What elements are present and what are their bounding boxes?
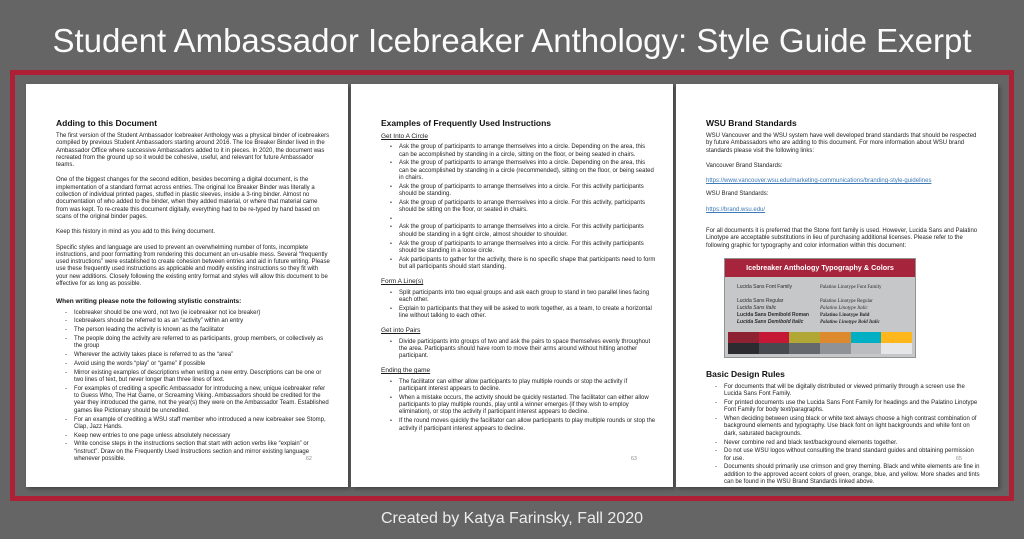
list-item: - The person leading the activity is known as the facilitator — [74, 327, 331, 334]
color-swatch — [820, 332, 851, 343]
page1-paragraph: The first version of the Student Ambassador Icebreaker Anthology was a physical binder of icebreakers compiled by previous Student Ambassadors starting around 2016. The Ice Breaker Binder lived in the Ambassador Office where successive Ambassadors added to it in pieces. In 2020, the document was recreated from the ground up so it would be cohesive, useful, and relevant for future Ambassador teams. — [56, 133, 330, 169]
section-title-form-a-lines: Form A Line(s) — [381, 278, 424, 286]
page-frequently-used-instructions — [351, 84, 673, 487]
list-item: • Ask the group of participants to arrange themselves into a circle. For this activity participants should be standing. — [399, 184, 656, 199]
page-adding-to-document — [26, 84, 348, 487]
typography-graphic-body — [725, 277, 915, 357]
list-item: - For documents that will be digitally distributed or viewed primarily through a screen use the Lucida Sans Font Family. — [724, 384, 981, 399]
list-item: - The people doing the activity are referred to as participants, group members, or collectively as the group — [74, 336, 331, 351]
lucida-sans-column — [737, 284, 820, 326]
vancouver-brand-standards-link[interactable]: https://www.vancouver.wsu.edu/marketing-communications/branding-style-guidelines — [706, 178, 932, 185]
typography-graphic-header: Icebreaker Anthology Typography & Colors — [725, 259, 915, 277]
list-item: - Icebreaker should be one word, not two (ie icebreaker not ice breaker) — [74, 310, 331, 317]
form-a-lines-list — [381, 290, 656, 321]
typography-colors-graphic — [724, 258, 916, 358]
accent-color-swatches — [728, 332, 912, 343]
font-sample: Lucida Sans Italic — [737, 304, 777, 311]
color-swatch — [728, 343, 759, 354]
font-sample: Palatino Linotype Bold — [820, 312, 870, 318]
page3-heading: WSU Brand Standards — [706, 118, 797, 128]
color-swatch — [881, 343, 912, 354]
list-item: - Do not use WSU logos without consulting the brand standard guides and obtaining permission for use. — [724, 448, 981, 463]
list-item: • Ask the group of participants to arrange themselves into a circle. Depending on the area, this can be accomplished by standing in a circle, sitting on the floor, or being seated in chairs. — [399, 144, 656, 159]
list-item: - For an example of crediting a WSU staff member who introduced a new icebreaker see Stomp, Clap, Jazz Hands. — [74, 417, 331, 432]
page1-paragraph: One of the biggest changes for the second edition, besides becoming a digital document, is the implementation of a standard format across entries. The original Ice Breaker Binder was literally a collection of individual printed pages, stuffed in plastic sleeves, inside a 3-ring binder. Almost no documentation of who added to the binder, when they added material, or where that material came from was kept. To re-create this document digitally, everything had to be re-typed by hand based on scans of the original binder pages. — [56, 177, 320, 220]
font-sample: Lucida Sans Demibold Italic — [737, 318, 804, 325]
get-into-pairs-list — [381, 339, 656, 361]
list-item: • Ask the group of participants to arrange themselves into a circle. For this activity, participants should be sitting on the floor, or seated in chairs. — [399, 200, 656, 215]
font-sample: Palatino Linotype Italic — [820, 305, 868, 311]
color-swatch — [759, 332, 790, 343]
section-title-get-into-pairs: Get into Pairs — [381, 327, 421, 335]
page2-heading: Examples of Frequently Used Instructions — [381, 118, 552, 128]
list-item: • The facilitator can either allow participants to play multiple rounds or stop the activity if participant interest appears to decline. — [399, 379, 656, 394]
palatino-linotype-column — [820, 284, 903, 326]
list-item: - Mirror existing examples of descriptions when writing a new entry. Descriptions can be one or two lines of text, but never longer than three lines of text. — [74, 370, 331, 385]
wsu-brand-standards-label: WSU Brand Standards: — [706, 191, 769, 198]
font-sample: Palatino Linotype Bold Italic — [820, 319, 880, 325]
list-item: - Write concise steps in the instructions section that start with action verbs like “explain” or “instruct”. Draw on the Frequently Used Instructions section and mirror existing language whenever possible. — [74, 441, 331, 463]
red-frame — [10, 70, 1014, 501]
list-item: - Avoid using the words “play” or “game” if possible — [74, 361, 331, 368]
basic-design-rules-heading: Basic Design Rules — [706, 368, 785, 379]
stylistic-constraints-list — [56, 310, 331, 464]
list-item: - When deciding between using black or white text always choose a high contrast combination of background elements and typography. Use black font on light backgrounds and white font on dark, saturated backgrounds. — [724, 416, 981, 438]
ending-the-game-list — [381, 379, 656, 433]
color-swatch — [789, 332, 820, 343]
color-swatch — [881, 332, 912, 343]
font-family-paragraph: For all documents it is preferred that the Stone font family is used. However, Lucida Sans and Palatino Linotype are acceptable substitutions in lieu of purchasing additional licenses. Please refer to the following graphic for typography and color information within this document: — [706, 228, 978, 249]
page1-heading: Adding to this Document — [56, 118, 158, 128]
page1-paragraph: Keep this history in mind as you add to this living document. — [56, 229, 216, 236]
page-number: 65 — [955, 455, 962, 462]
list-item: - Keep new entries to one page unless absolutely necessary — [74, 433, 331, 440]
basic-design-rules-list — [706, 384, 981, 486]
font-sample: Palatino Linotype Font Family — [820, 284, 882, 290]
list-item — [399, 216, 656, 223]
get-into-a-circle-list — [381, 144, 656, 271]
list-item: • If the round moves quickly the facilitator can allow participants to play multiple rounds or stop the activity if participant interest appears to decline. — [399, 418, 656, 433]
page1-subheading: When writing please note the following stylistic constraints: — [56, 298, 242, 306]
list-item: - Documents should primarily use crimson and grey theming. Black and white elements are fine in addition to the approved accent colors of green, orange, blue, and yellow. More shades and tints can be found in the WSU Brand Standards linked above. — [724, 464, 981, 486]
list-item: • Ask the group of participants to arrange themselves into a circle. For this activity participants should be standing in a tight circle, almost shoulder to shoulder. — [399, 224, 656, 239]
vancouver-brand-standards-label: Vancouver Brand Standards: — [706, 162, 783, 169]
font-sample: Lucida Sans Demibold Roman — [737, 311, 809, 318]
list-item: - Wherever the activity takes place is referred to as the “area” — [74, 352, 331, 359]
list-item: - Never combine red and black text/background elements together. — [724, 440, 981, 447]
page-number: 63 — [630, 455, 637, 462]
credit-caption: Created by Katya Farinsky, Fall 2020 — [380, 510, 644, 527]
list-item: - Icebreakers should be referred to as an “activity” within an entry — [74, 318, 331, 325]
wsu-brand-standards-link[interactable]: https://brand.wsu.edu/ — [706, 206, 766, 213]
font-sample: Lucida Sans Regular — [737, 297, 784, 304]
page3-intro: WSU Vancouver and the WSU system have well developed brand standards that should be respected by future Ambassadors who are adding to this document. For more information about WSU brand standards please visit the following links: — [706, 133, 977, 154]
color-swatch — [851, 332, 882, 343]
list-item: • Explain to participants that they will be asked to work together, as a team, to create a horizontal line without talking to each other. — [399, 306, 656, 321]
gray-color-swatches — [728, 343, 912, 354]
font-sample: Palatino Linotype Regular — [820, 298, 873, 304]
list-item: • Ask participants to gather for the activity, there is no specific shape that participants need to form but all participants should start standing. — [399, 257, 656, 272]
list-item: • Ask the group of participants to arrange themselves into a circle. For this activity participants should be standing in a loose circle. — [399, 241, 656, 256]
section-title-get-into-a-circle: Get Into A Circle — [381, 133, 428, 140]
list-item: - For examples of crediting a specific Ambassador for introducing a new, unique icebreaker refer to Guess Who, The Hat Game, or Screaming Viking. Ambassadors should be credited for the year they introduced the game, not the year(s) they were on the Ambassador Team. Established games like Pictionary should be uncredited. — [74, 386, 331, 415]
list-item: • Ask the group of participants to arrange themselves into a circle. Depending on the area, this can be accomplished by standing in a circle (recommended), sitting on the floor, or being seated in chairs. — [399, 160, 656, 182]
list-item: • When a mistake occurs, the activity should be quickly restarted. The facilitator can either allow participants to play multiple rounds, play until a winner emerges (if they wish to employ elimination), or stop the activity if participant interest appears to decline. — [399, 395, 656, 417]
color-swatch — [728, 332, 759, 343]
page-wsu-brand-standards — [676, 84, 998, 487]
color-swatch — [851, 343, 882, 354]
page-number: 62 — [305, 455, 312, 462]
slide-title: Student Ambassador Icebreaker Anthology: Style Guide Exerpt — [52, 22, 972, 59]
color-swatch — [820, 343, 851, 354]
list-item: • Split participants into two equal groups and ask each group to stand in two parallel lines facing each other. — [399, 290, 656, 305]
color-swatch — [759, 343, 790, 354]
page1-paragraph: Specific styles and language are used to prevent an overwhelming number of fonts, incomplete instructions, and poor formatting from rendering this document an un-usable mess. Several “frequently used instructions” were established to create cohesion between entries and aid in future writing. Please use these frequently used instructions as applicable and modify existing instructions so they fit with your new additions. Closely following the existing entry format and styles will allow this document to be effective for as long as possible. — [56, 244, 330, 288]
section-title-ending-the-game: Ending the game — [381, 367, 431, 375]
list-item: • Divide participants into groups of two and ask the pairs to space themselves evenly throughout the area. Participants should have room to move their arms around without hitting another participant. — [399, 339, 656, 361]
font-sample: Lucida Sans Font Family — [737, 283, 793, 290]
list-item: - For printed documents use the Lucida Sans Font Family for headings and the Palatino Linotype Font Family for body text/paragraphs. — [724, 400, 981, 415]
color-swatch — [789, 343, 820, 354]
